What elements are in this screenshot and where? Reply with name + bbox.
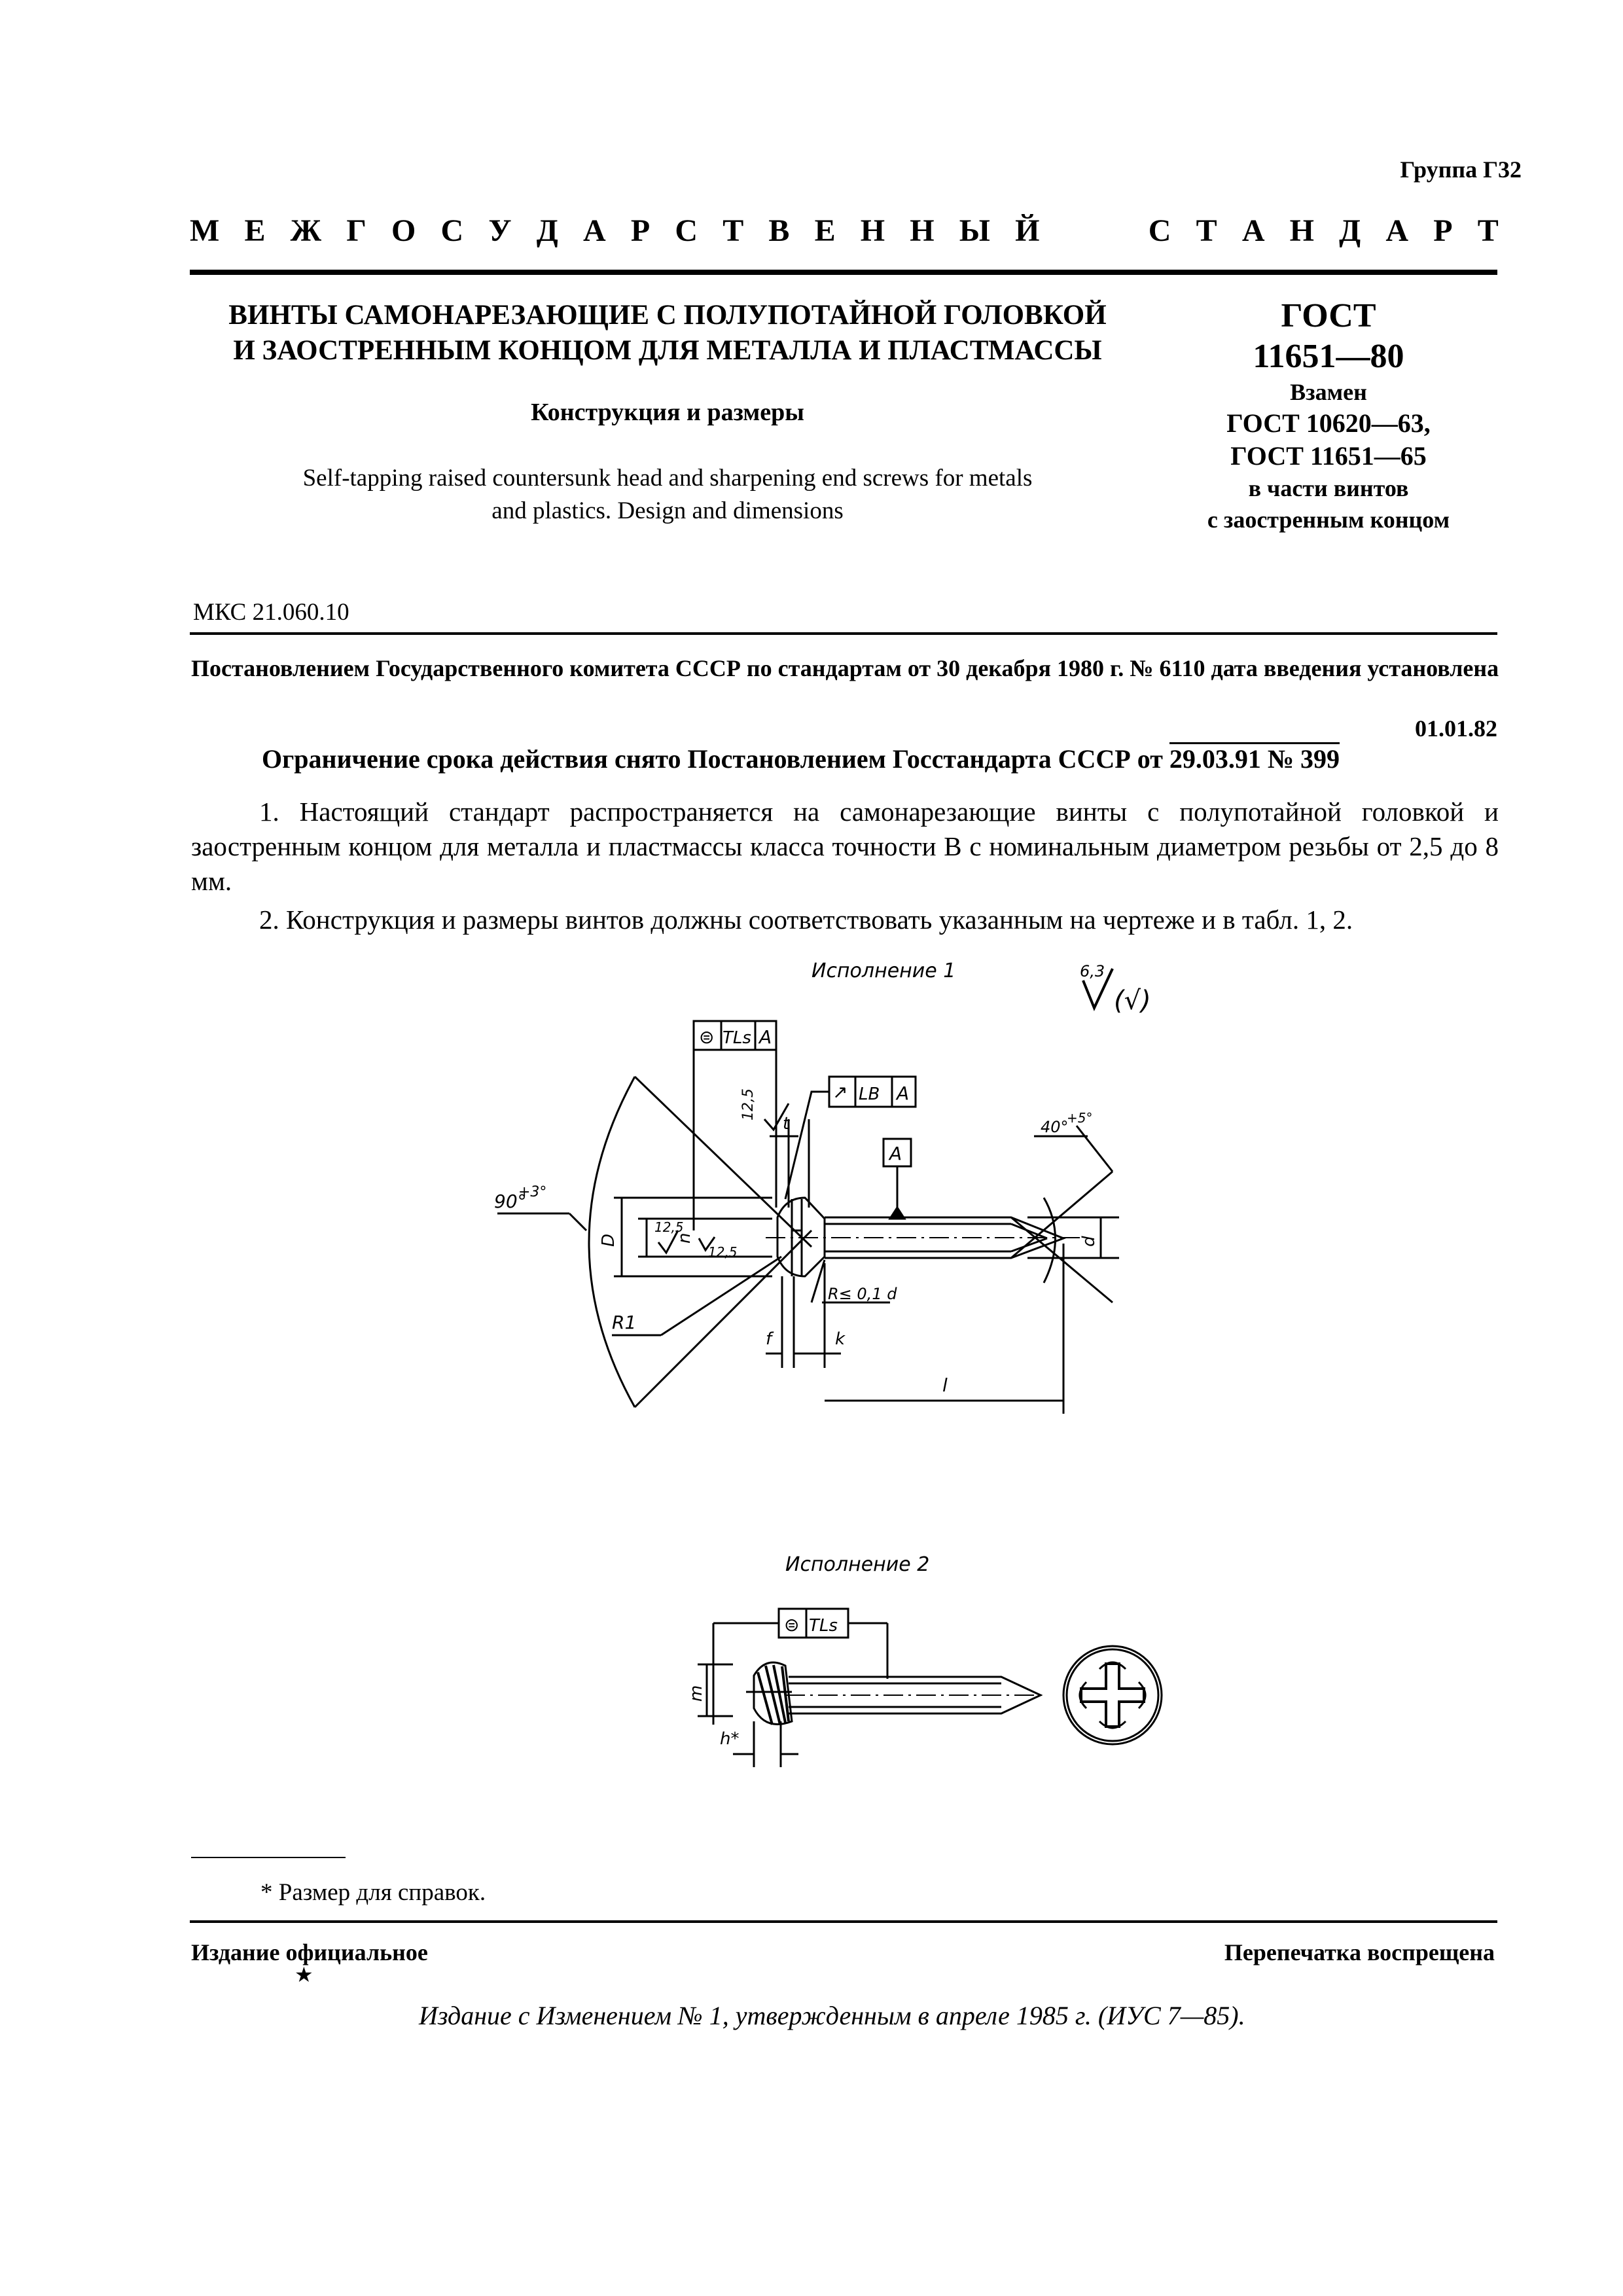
tolerance-tls-1: TLs <box>722 1028 751 1048</box>
banner-letter: О <box>391 213 416 248</box>
cross-recess-icon <box>1063 1646 1162 1744</box>
limit-prefix: Ограничение срока действия снято Постановлением Госстандарта СССР от <box>262 744 1169 774</box>
figure-1-caption: Исполнение 1 <box>812 960 956 982</box>
banner-letter: Г <box>346 213 366 248</box>
tolerance-symbol-2: ⊜ <box>784 1614 800 1636</box>
dim-t: t <box>783 1114 790 1134</box>
limit-underlined: 29.03.91 № 399 <box>1169 742 1340 774</box>
limit-note <box>262 744 1340 774</box>
banner-letter: В <box>768 213 790 248</box>
group-code: Группа Г32 <box>1400 156 1522 183</box>
mks-code: МКС 21.060.10 <box>193 599 349 626</box>
english-title-line: and plastics. Design and dimensions <box>491 497 844 524</box>
title-line: ВИНТЫ САМОНАРЕЗАЮЩИЕ С ПОЛУПОТАЙНОЙ ГОЛОВКОЙ <box>228 300 1107 331</box>
fillet-note: R≤ 0,1 d <box>828 1285 897 1303</box>
header-rule <box>190 270 1497 275</box>
footer-rule <box>190 1920 1497 1923</box>
banner-letter: Н <box>910 213 935 248</box>
figure-2-caption: Исполнение 2 <box>785 1553 930 1576</box>
banner-letter: Т <box>1196 213 1217 248</box>
mks-rule <box>190 632 1497 635</box>
title-line: И ЗАОСТРЕННЫМ КОНЦОМ ДЛЯ МЕТАЛЛА И ПЛАСТМАССЫ <box>233 335 1102 366</box>
footnote: * Размер для справок. <box>260 1879 486 1906</box>
banner-letter: Т <box>1477 213 1499 248</box>
banner-letter: А <box>1241 213 1265 248</box>
footnote-rule <box>191 1857 346 1858</box>
roughness-12-5-top: 12,5 <box>740 1088 757 1121</box>
banner-letter: А <box>1385 213 1409 248</box>
tolerance-symbol-1: ⊜ <box>699 1026 715 1048</box>
roughness-suffix: (√) <box>1114 986 1151 1016</box>
edition-label: Издание официальное <box>191 1939 428 1965</box>
tolerance-tls-2: TLs <box>809 1616 838 1636</box>
paragraph-1: 1. Настоящий стандарт распространяется на самонарезающие винты с полупотайной головкой и заостренным концом для металла и пластмассы класса точности В с номинальным диаметром резьбы от 2,5 до 8 мм. <box>191 797 1499 896</box>
banner-letter: Д <box>1339 213 1361 248</box>
banner-letter: А <box>583 213 606 248</box>
english-title-line: Self-tapping raised countersunk head and sharpening end screws for metals <box>302 465 1033 492</box>
banner-letter: Е <box>814 213 836 248</box>
banner-letter: Н <box>1289 213 1314 248</box>
angle-tip-tol: +5° <box>1067 1110 1093 1126</box>
screw-drawing <box>458 949 1230 1820</box>
document-title <box>193 298 1142 368</box>
angle-tip: 40° <box>1041 1118 1069 1136</box>
angle-head-tol: +3° <box>518 1184 547 1200</box>
introduction-date: 01.01.82 <box>1415 715 1497 742</box>
paragraph-2: 2. Конструкция и размеры винтов должны соответствовать указанным на чертеже и в табл. 1, 2. <box>259 905 1353 935</box>
standard-banner <box>190 211 1499 250</box>
dim-R1: R1 <box>612 1312 637 1333</box>
banner-letter: Ж <box>290 213 322 248</box>
banner-letter: Н <box>860 213 885 248</box>
gost-block <box>1171 296 1486 535</box>
banner-letter: Р <box>1433 213 1453 248</box>
dim-m: m <box>687 1685 706 1702</box>
gost-number: 11651—80 <box>1253 338 1404 375</box>
dim-n: n <box>675 1232 694 1244</box>
banner-letter: С <box>1148 213 1171 248</box>
document-subtitle: Конструкция и размеры <box>531 399 804 426</box>
screw-shank <box>766 1217 1086 1258</box>
gost-part-2: с заостренным концом <box>1207 507 1450 533</box>
screw-shank-2 <box>785 1677 1047 1713</box>
tolerance-datum-1: A <box>759 1026 772 1048</box>
roughness-value: 6,3 <box>1080 962 1105 980</box>
gost-old-1: ГОСТ 10620—63, <box>1226 408 1431 438</box>
decree-text: Постановлением Государственного комитета СССР по стандартам от 30 декабря 1980 г. № 6110 дата введения установлена <box>191 655 1499 681</box>
banner-letter: Д <box>536 213 558 248</box>
dim-D: D <box>599 1233 618 1247</box>
runout-datum: A <box>897 1083 910 1104</box>
runout-symbol: ↗ <box>832 1081 848 1103</box>
gost-old-2: ГОСТ 11651—65 <box>1230 441 1427 471</box>
runout-lb: LB <box>859 1085 880 1104</box>
banner-letter: Е <box>244 213 266 248</box>
gost-replaces: Взамен <box>1290 379 1367 405</box>
dim-f: f <box>766 1329 772 1349</box>
banner-letter: Й <box>1015 213 1040 248</box>
banner-letter: Ы <box>959 213 990 248</box>
datum-label: A <box>889 1143 902 1164</box>
banner-letter: У <box>488 213 512 248</box>
dim-k: k <box>835 1329 846 1349</box>
roughness-12-5-left: 12,5 <box>654 1219 684 1235</box>
gost-label: ГОСТ <box>1281 297 1376 334</box>
banner-letter: М <box>190 213 220 248</box>
roughness-12-5-inner: 12,5 <box>708 1244 738 1260</box>
angle-head: 90° <box>494 1191 527 1212</box>
banner-letter: С <box>675 213 698 248</box>
banner-letter: Р <box>630 213 651 248</box>
banner-letter: Т <box>722 213 744 248</box>
star-icon: ★ <box>294 1963 313 1986</box>
banner-letter: С <box>440 213 464 248</box>
english-title <box>196 462 1139 528</box>
reprint-label: Перепечатка воспрещена <box>1224 1939 1495 1965</box>
gost-part-1: в части винтов <box>1248 475 1409 501</box>
screw-head-cross <box>746 1662 792 1725</box>
dim-l: l <box>942 1374 948 1396</box>
dim-d: d <box>1079 1236 1099 1247</box>
change-note: Издание с Изменением № 1, утвержденным в апреле 1985 г. (ИУС 7—85). <box>419 2001 1245 2030</box>
dim-h: h* <box>720 1729 740 1749</box>
